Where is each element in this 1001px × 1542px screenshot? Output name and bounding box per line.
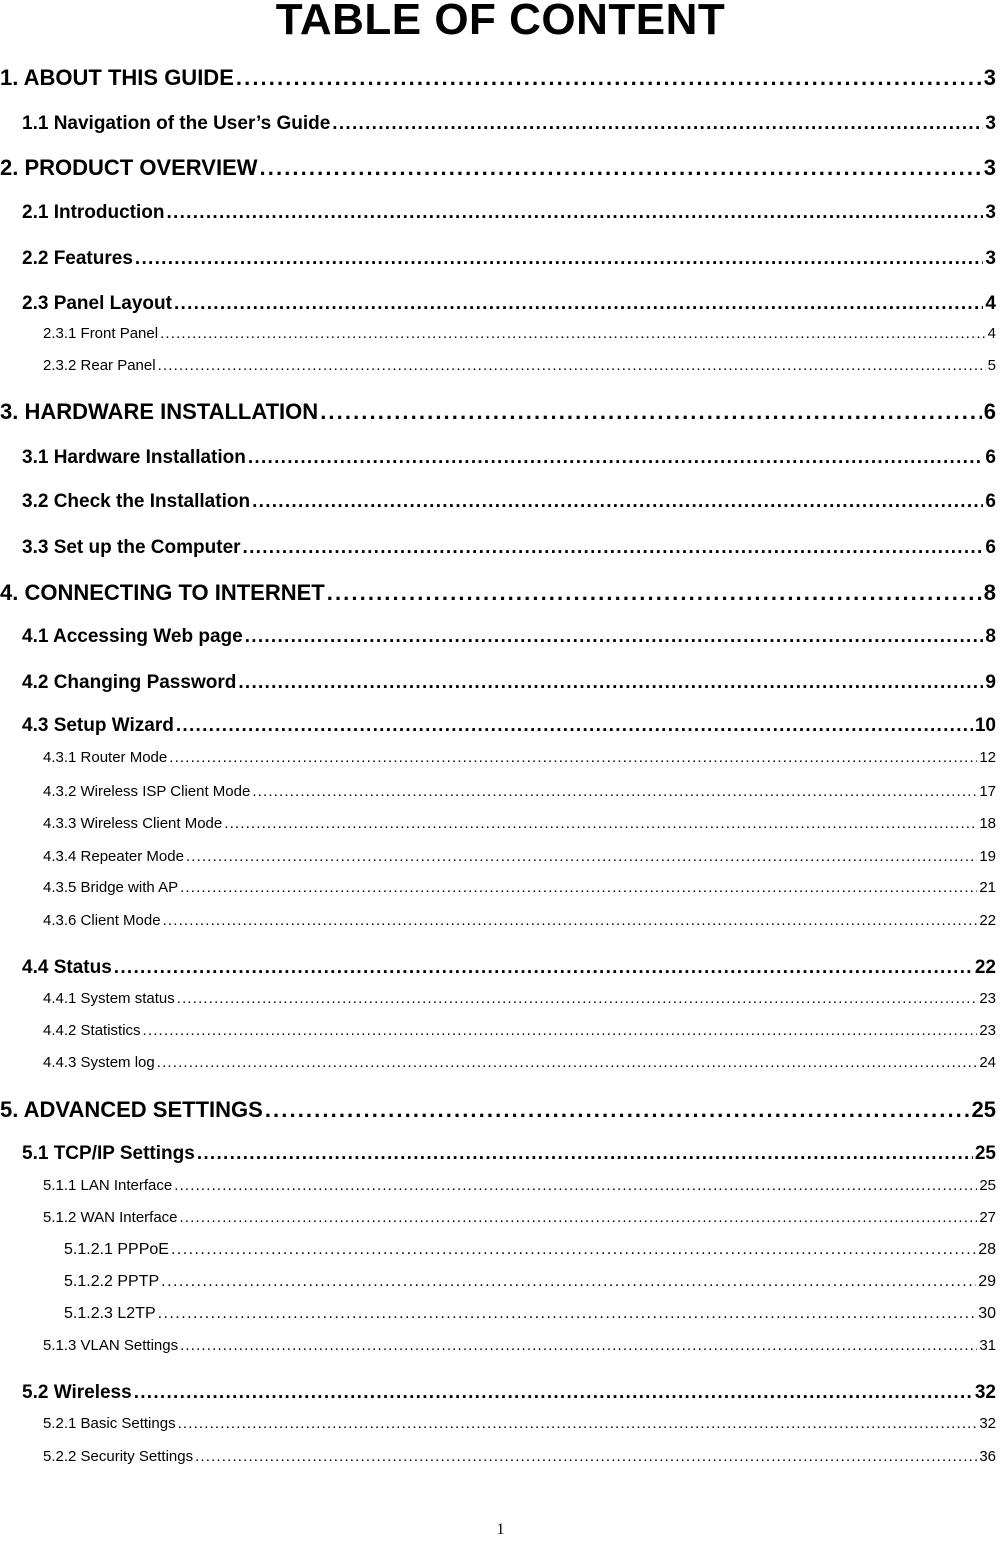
toc-entry-label: 5.1.2.1 PPPoE bbox=[64, 1241, 169, 1258]
toc-entry-changing-password[interactable] bbox=[0, 672, 996, 694]
dot-leader bbox=[114, 957, 973, 979]
toc-entry-label: 5.2.1 Basic Settings bbox=[43, 1415, 176, 1432]
toc-entry-lan-interface[interactable] bbox=[0, 1177, 996, 1195]
dot-leader bbox=[167, 202, 984, 224]
toc-entry-l2tp[interactable] bbox=[0, 1305, 996, 1323]
toc-entry-label: 5.2.2 Security Settings bbox=[43, 1448, 194, 1465]
toc-entry-label: 4.2 Changing Password bbox=[22, 672, 237, 693]
dot-leader bbox=[252, 783, 977, 801]
toc-entry-wireless[interactable] bbox=[0, 1382, 996, 1404]
toc-entry-page: 10 bbox=[974, 715, 996, 736]
toc-entry-label: 3.2 Check the Installation bbox=[22, 491, 251, 512]
toc-entry-label: 4.3 Setup Wizard bbox=[22, 715, 174, 736]
toc-entry-repeater-mode[interactable] bbox=[0, 848, 996, 866]
toc-entry-page: 28 bbox=[978, 1241, 996, 1258]
toc-entry-label: 2.2 Features bbox=[22, 248, 133, 269]
toc-entry-page: 4 bbox=[987, 325, 996, 342]
toc-entry-introduction[interactable] bbox=[0, 202, 996, 224]
toc-entry-features[interactable] bbox=[0, 248, 996, 270]
toc-entry-label: 5.2 Wireless bbox=[22, 1382, 132, 1403]
dot-leader bbox=[238, 672, 983, 694]
toc-entry-label: 2.3.1 Front Panel bbox=[43, 325, 159, 342]
toc-entry-page: 6 bbox=[983, 399, 996, 424]
toc-entry-page: 18 bbox=[979, 815, 996, 832]
toc-entry-system-status[interactable] bbox=[0, 990, 996, 1008]
dot-leader bbox=[186, 848, 977, 866]
toc-entry-wireless-client-mode[interactable] bbox=[0, 815, 996, 833]
toc-entry-page: 3 bbox=[985, 202, 996, 223]
toc-entry-about-this-guide[interactable] bbox=[0, 65, 996, 91]
toc-entry-page: 31 bbox=[979, 1337, 996, 1354]
toc-entry-label: 5.1.1 LAN Interface bbox=[43, 1177, 173, 1194]
dot-leader bbox=[161, 1273, 976, 1291]
toc-entry-label: 4.4 Status bbox=[22, 957, 112, 978]
toc-entry-page: 3 bbox=[983, 65, 996, 90]
toc-entry-page: 25 bbox=[971, 1097, 996, 1122]
dot-leader bbox=[160, 325, 986, 343]
toc-entry-label: 2.3 Panel Layout bbox=[22, 293, 172, 314]
toc-entry-page: 25 bbox=[974, 1143, 996, 1164]
dot-leader bbox=[134, 1382, 973, 1404]
toc-entry-system-log[interactable] bbox=[0, 1054, 996, 1072]
dot-leader bbox=[245, 626, 984, 648]
toc-entry-label: 5.1 TCP/IP Settings bbox=[22, 1143, 195, 1164]
toc-entry-vlan-settings[interactable] bbox=[0, 1337, 996, 1355]
dot-leader bbox=[243, 537, 984, 559]
toc-entry-wireless-isp-client-mode[interactable] bbox=[0, 783, 996, 801]
toc-entry-page: 9 bbox=[985, 672, 996, 693]
toc-entry-label: 3. HARDWARE INSTALLATION bbox=[0, 399, 319, 424]
dot-leader bbox=[252, 491, 983, 513]
toc-entry-page: 19 bbox=[979, 848, 996, 865]
toc-entry-page: 36 bbox=[979, 1448, 996, 1465]
toc-entry-check-installation[interactable] bbox=[0, 491, 996, 513]
toc-entry-page: 21 bbox=[979, 879, 996, 896]
toc-entry-hardware-installation-sub[interactable] bbox=[0, 447, 996, 469]
dot-leader bbox=[327, 580, 982, 606]
toc-entry-panel-layout[interactable] bbox=[0, 293, 996, 315]
toc-entry-label: 5.1.2.2 PPTP bbox=[64, 1273, 160, 1290]
toc-entry-page: 3 bbox=[983, 155, 996, 180]
toc-entry-product-overview[interactable] bbox=[0, 155, 996, 181]
toc-entry-set-up-computer[interactable] bbox=[0, 537, 996, 559]
dot-leader bbox=[143, 1022, 978, 1040]
toc-entry-page: 6 bbox=[985, 537, 996, 558]
dot-leader bbox=[178, 1415, 978, 1433]
dot-leader bbox=[171, 1241, 976, 1259]
toc-entry-front-panel[interactable] bbox=[0, 325, 996, 343]
dot-leader bbox=[176, 715, 973, 737]
dot-leader bbox=[320, 399, 982, 425]
dot-leader bbox=[163, 912, 978, 930]
toc-entry-label: 3.3 Set up the Computer bbox=[22, 537, 241, 558]
toc-entry-page: 30 bbox=[978, 1305, 996, 1322]
toc-entry-client-mode[interactable] bbox=[0, 912, 996, 930]
toc-entry-navigation[interactable] bbox=[0, 113, 996, 135]
toc-entry-page: 24 bbox=[979, 1054, 996, 1071]
dot-leader bbox=[180, 1209, 978, 1227]
toc-entry-label: 2.3.2 Rear Panel bbox=[43, 357, 156, 374]
toc-entry-page: 27 bbox=[979, 1209, 996, 1226]
dot-leader bbox=[157, 1054, 978, 1072]
toc-entry-rear-panel[interactable] bbox=[0, 357, 996, 375]
toc-entry-router-mode[interactable] bbox=[0, 749, 996, 767]
dot-leader bbox=[174, 293, 983, 315]
toc-entry-label: 5.1.2.3 L2TP bbox=[64, 1305, 156, 1322]
toc-entry-pptp[interactable] bbox=[0, 1273, 996, 1291]
toc-entry-label: 4.4.2 Statistics bbox=[43, 1022, 141, 1039]
toc-entry-page: 22 bbox=[974, 957, 996, 978]
dot-leader bbox=[180, 879, 977, 897]
toc-entry-label: 1. ABOUT THIS GUIDE bbox=[0, 65, 234, 90]
dot-leader bbox=[174, 1177, 977, 1195]
dot-leader bbox=[224, 815, 977, 833]
dot-leader bbox=[158, 1305, 977, 1323]
toc-entry-page: 23 bbox=[979, 1022, 996, 1039]
toc-entry-connecting-to-internet[interactable] bbox=[0, 580, 996, 606]
toc-entry-page: 12 bbox=[979, 749, 996, 766]
dot-leader bbox=[158, 357, 986, 375]
dot-leader bbox=[135, 248, 984, 270]
toc-entry-label: 4.3.3 Wireless Client Mode bbox=[43, 815, 223, 832]
toc-entry-tcp-ip-settings[interactable] bbox=[0, 1143, 996, 1165]
dot-leader bbox=[180, 1337, 977, 1355]
toc-entry-setup-wizard[interactable] bbox=[0, 715, 996, 737]
toc-entry-page: 3 bbox=[985, 248, 996, 269]
toc-entry-basic-settings[interactable] bbox=[0, 1415, 996, 1433]
toc-entry-wan-interface[interactable] bbox=[0, 1209, 996, 1227]
toc-entry-page: 8 bbox=[983, 580, 996, 605]
toc-entry-label: 4. CONNECTING TO INTERNET bbox=[0, 580, 325, 605]
toc-entry-page: 23 bbox=[979, 990, 996, 1007]
toc-entry-statistics[interactable] bbox=[0, 1022, 996, 1040]
toc-entry-page: 32 bbox=[979, 1415, 996, 1432]
dot-leader bbox=[260, 155, 982, 181]
dot-leader bbox=[332, 113, 983, 135]
dot-leader bbox=[195, 1448, 977, 1466]
toc-entry-label: 2.1 Introduction bbox=[22, 202, 165, 223]
dot-leader bbox=[236, 65, 982, 91]
toc-entry-accessing-web-page[interactable] bbox=[0, 626, 996, 648]
toc-entry-security-settings[interactable] bbox=[0, 1448, 996, 1466]
toc-entry-page: 22 bbox=[979, 912, 996, 929]
toc-entry-label: 5. ADVANCED SETTINGS bbox=[0, 1097, 263, 1122]
toc-entry-label: 4.3.5 Bridge with AP bbox=[43, 879, 179, 896]
toc-entry-label: 5.1.2 WAN Interface bbox=[43, 1209, 178, 1226]
dot-leader bbox=[169, 749, 977, 767]
toc-entry-page: 6 bbox=[985, 491, 996, 512]
toc-entry-page: 32 bbox=[974, 1382, 996, 1403]
toc-entry-page: 6 bbox=[985, 447, 996, 468]
toc-entry-bridge-with-ap[interactable] bbox=[0, 879, 996, 897]
toc-entry-page: 8 bbox=[985, 626, 996, 647]
toc-entry-page: 4 bbox=[985, 293, 996, 314]
page-number: 1 bbox=[496, 1521, 505, 1538]
toc-entry-label: 5.1.3 VLAN Settings bbox=[43, 1337, 179, 1354]
toc-entry-label: 4.1 Accessing Web page bbox=[22, 626, 243, 647]
toc-entry-label: 4.4.1 System status bbox=[43, 990, 175, 1007]
dot-leader bbox=[197, 1143, 973, 1165]
toc-entry-label: 4.3.6 Client Mode bbox=[43, 912, 161, 929]
toc-entry-pppoe[interactable] bbox=[0, 1241, 996, 1259]
toc-entry-hardware-installation[interactable] bbox=[0, 399, 996, 425]
toc-entry-page: 3 bbox=[985, 113, 996, 134]
toc-entry-label: 4.3.1 Router Mode bbox=[43, 749, 168, 766]
toc-entry-label: 2. PRODUCT OVERVIEW bbox=[0, 155, 258, 180]
page-title: TABLE OF CONTENT bbox=[275, 0, 726, 44]
toc-entry-label: 4.4.3 System log bbox=[43, 1054, 155, 1071]
dot-leader bbox=[265, 1097, 970, 1123]
toc-entry-page: 25 bbox=[979, 1177, 996, 1194]
dot-leader bbox=[177, 990, 978, 1008]
toc-entry-page: 29 bbox=[978, 1273, 996, 1290]
dot-leader bbox=[248, 447, 984, 469]
toc-entry-page: 5 bbox=[987, 357, 996, 374]
toc-entry-label: 4.3.4 Repeater Mode bbox=[43, 848, 184, 865]
toc-entry-advanced-settings[interactable] bbox=[0, 1097, 996, 1123]
toc-entry-status[interactable] bbox=[0, 957, 996, 979]
toc-entry-label: 1.1 Navigation of the User’s Guide bbox=[22, 113, 331, 134]
toc-entry-page: 17 bbox=[979, 783, 996, 800]
toc-entry-label: 4.3.2 Wireless ISP Client Mode bbox=[43, 783, 251, 800]
toc-entry-label: 3.1 Hardware Installation bbox=[22, 447, 246, 468]
